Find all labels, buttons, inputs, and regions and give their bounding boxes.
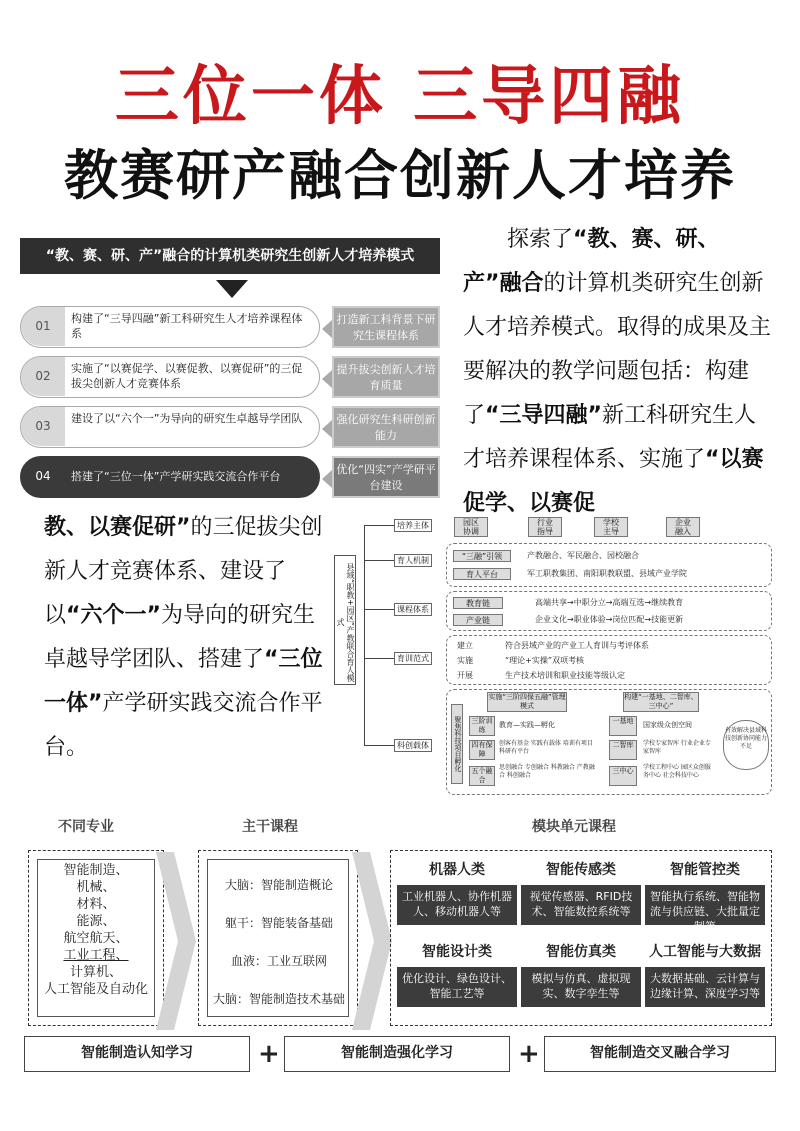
column-header: 不同专业 [58,819,114,835]
mechanism-tag: 育人平台 [453,568,511,580]
row-result: 优化“四实”产学研平台建设 [332,456,440,498]
innovation-tag: 一基地 [609,716,637,736]
core-item: 血液：工业互联网 [230,954,327,968]
stage-bar: 智能制造强化学习 [284,1036,510,1072]
module-body: 模拟与仿真、虚拟现实、数字孪生等 [521,967,641,1007]
innovation-head: 实施“三阶四保五融”管理模式 [488,693,566,710]
major-item: 机械、 [76,880,116,895]
innovation-text: 思创融合 专创融合 科教融合 产教融合 科创融合 [499,764,595,779]
core-item: 躯干：智能装备基础 [224,916,333,930]
training-text: 符合县域产业的产业工人育训与考评体系 [505,641,649,650]
module-body: 视觉传感器、RFID技术、智能数控系统等 [521,885,641,925]
subject-chip: 企业 融入 [666,517,700,537]
training-text: 生产技术培训和职业技能等级认定 [505,671,625,680]
branch-label: 育训范式 [394,652,432,665]
course-text: 企业文化→职业体验→岗位匹配→技能更新 [535,615,684,624]
chevron-arrow-icon [352,852,392,1030]
stage-bar: 智能制造交叉融合学习 [544,1036,776,1072]
core-item: 大脑：智能制造概论 [224,878,333,892]
model-row [20,456,320,498]
branch-line [364,560,394,561]
emphasis-text: “教、赛、研、产”融合 [463,227,720,296]
plus-icon: + [258,1039,280,1069]
major-item: 能源、 [76,914,116,929]
module-title: 人工智能与大数据 [649,944,761,960]
core-item: 大脑：智能制造技术基础 [212,992,345,1006]
branch-label: 培养主体 [394,519,432,532]
down-arrow-icon [216,280,248,298]
model-row [20,306,320,348]
mechanism-group [446,543,772,587]
major-item: 人工智能及自动化 [43,982,148,997]
training-text: “理论+实操”双项考核 [505,656,584,665]
course-tag: 产业链 [453,614,503,626]
module-title: 智能设计类 [422,944,492,960]
model-row [20,406,320,448]
branch-label: 课程体系 [394,603,432,616]
model-diagram-header: “教、赛、研、产”融合的计算机类研究生创新人才培养模式 [20,238,440,274]
mechanism-text: 产教融合、军民融合、园校融合 [527,551,639,560]
innovation-result: 有效解决县域科技创新协同能力不足 [723,720,769,770]
row-text: 搭建了“三位一体”产学研实践交流合作平台 [71,470,281,483]
row-number: 04 [21,457,65,496]
innovation-text: 教育—实践—孵化 [499,721,555,729]
training-tag: 开展 [457,671,473,680]
text-span: 的三促拔尖创新人才竞赛体系、建设了以 [44,515,323,628]
stage-bar: 智能制造认知学习 [24,1036,250,1072]
main-title: 三位一体 三导四融 [114,60,686,134]
training-tag: 建立 [457,641,473,650]
innovation-tag: 五个融合 [469,766,495,786]
text-span: 新工科研究生人才培养课程体系、实施了 [463,403,756,472]
row-result: 强化研究生科研创新能力 [332,406,440,448]
innovation-tag: 三中心 [609,766,637,786]
model-row [20,356,320,398]
subject-chip: 行业 指导 [528,517,562,537]
major-item: 材料、 [76,897,116,912]
row-number: 03 [21,407,65,446]
module-title: 智能传感类 [546,862,616,878]
branch-label: 育人机制 [394,554,432,567]
row-result: 打造新工科背景下研究生课程体系 [332,306,440,348]
module-title: 智能管控类 [670,862,740,878]
row-text: 建设了以“六个一”为导向的研究生卓越导学团队 [71,412,303,425]
major-item: 工业工程、 [63,948,129,963]
modules-box [390,850,772,1026]
branch-line [364,658,394,659]
major-item: 航空航天、 [63,931,129,946]
sub-title: 教赛研产融合创新人才培养 [64,144,736,207]
plus-icon: + [518,1039,540,1069]
subject-chip: 园区 协调 [454,517,488,537]
majors-box [28,850,164,1026]
text-span: 的计算机类研究生创新人才培养模式。取得的成果及主要解决的教学问题包括：构建了 [463,271,772,428]
innovation-group [446,689,772,795]
intro-paragraph [463,218,773,526]
innovation-tag: 四有保障 [469,740,495,760]
course-text: 高端共享→中职分立→高端互选→继续教育 [535,598,684,607]
innovation-text: 创客有基金 实践有载体 培训有项目 科研有平台 [499,740,593,755]
innovation-tag: 二智库 [609,740,637,760]
emphasis-text: “以赛促学、以赛促 [463,447,764,516]
branch-line [364,609,394,610]
major-item: 计算机、 [69,965,122,980]
module-body: 工业机器人、协作机器人、移动机器人等 [397,885,517,925]
text-span: 为导向的研究生卓越导学团队、搭建了 [44,603,315,672]
branch-line [364,745,394,746]
majors-list [37,859,155,1017]
module-body: 优化设计、绿色设计、智能工艺等 [397,967,517,1007]
emphasis-text: “六个一” [66,603,161,628]
module-title: 智能仿真类 [546,944,616,960]
emphasis-text: “三导四融” [485,403,602,428]
innovation-text: 国家级众创空间 [643,721,692,729]
module-body: 智能执行系统、智能物流与供应链、大批量定制等 [645,885,765,925]
major-item: 智能制造、 [63,863,129,878]
column-header: 模块单元课程 [532,819,616,835]
row-number: 02 [21,357,65,396]
innovation-side-label: 聚焦科技项目孵化 [451,704,463,784]
text-span: 产学研实践交流合作平台。 [44,691,323,760]
emphasis-text: “三位一体” [44,647,323,716]
text-span: 探索了 [507,227,574,252]
training-tag: 实施 [457,656,473,665]
mechanism-tag: “三融”引领 [453,550,511,562]
innovation-text: 学校工程中心 园区众创服务中心 社会科技中心 [643,764,711,779]
row-number: 01 [21,307,65,346]
innovation-text: 学校专家智库 行业企业专家智库 [643,740,711,755]
module-title: 机器人类 [429,862,485,878]
course-group [446,591,772,631]
innovation-tag: 三阶训练 [469,716,495,736]
row-text: 构建了“三导四融”新工科研究生人才培养课程体系 [71,312,303,340]
branch-line [364,525,394,526]
branch-label: 科创载体 [394,739,432,752]
innovation-head: 构建“一基地、二智库、三中心” [624,693,698,710]
core-list [207,859,349,1017]
core-box [198,850,358,1026]
course-diagram [20,812,780,1082]
continued-paragraph [44,506,324,770]
platform-diagram [328,515,776,797]
row-result: 提升拔尖创新人才培育质量 [332,356,440,398]
column-header: 主干课程 [242,819,298,835]
mechanism-text: 军工职教集团、南阳职教联盟、县域产业学院 [527,569,687,578]
training-group [446,635,772,685]
row-text: 实施了“以赛促学、以赛促教、以赛促研”的三促拔尖创新人才竞赛体系 [71,362,303,390]
trunk-line [364,525,365,745]
module-body: 大数据基础、云计算与边缘计算、深度学习等 [645,967,765,1007]
vertical-title: 县域“职教+园区”产教联合育人模式 [334,555,356,685]
course-tag: 教育链 [453,597,503,609]
emphasis-text: 教、以赛促研” [44,515,191,540]
model-diagram [20,238,440,500]
subject-chip: 学校 主导 [594,517,628,537]
